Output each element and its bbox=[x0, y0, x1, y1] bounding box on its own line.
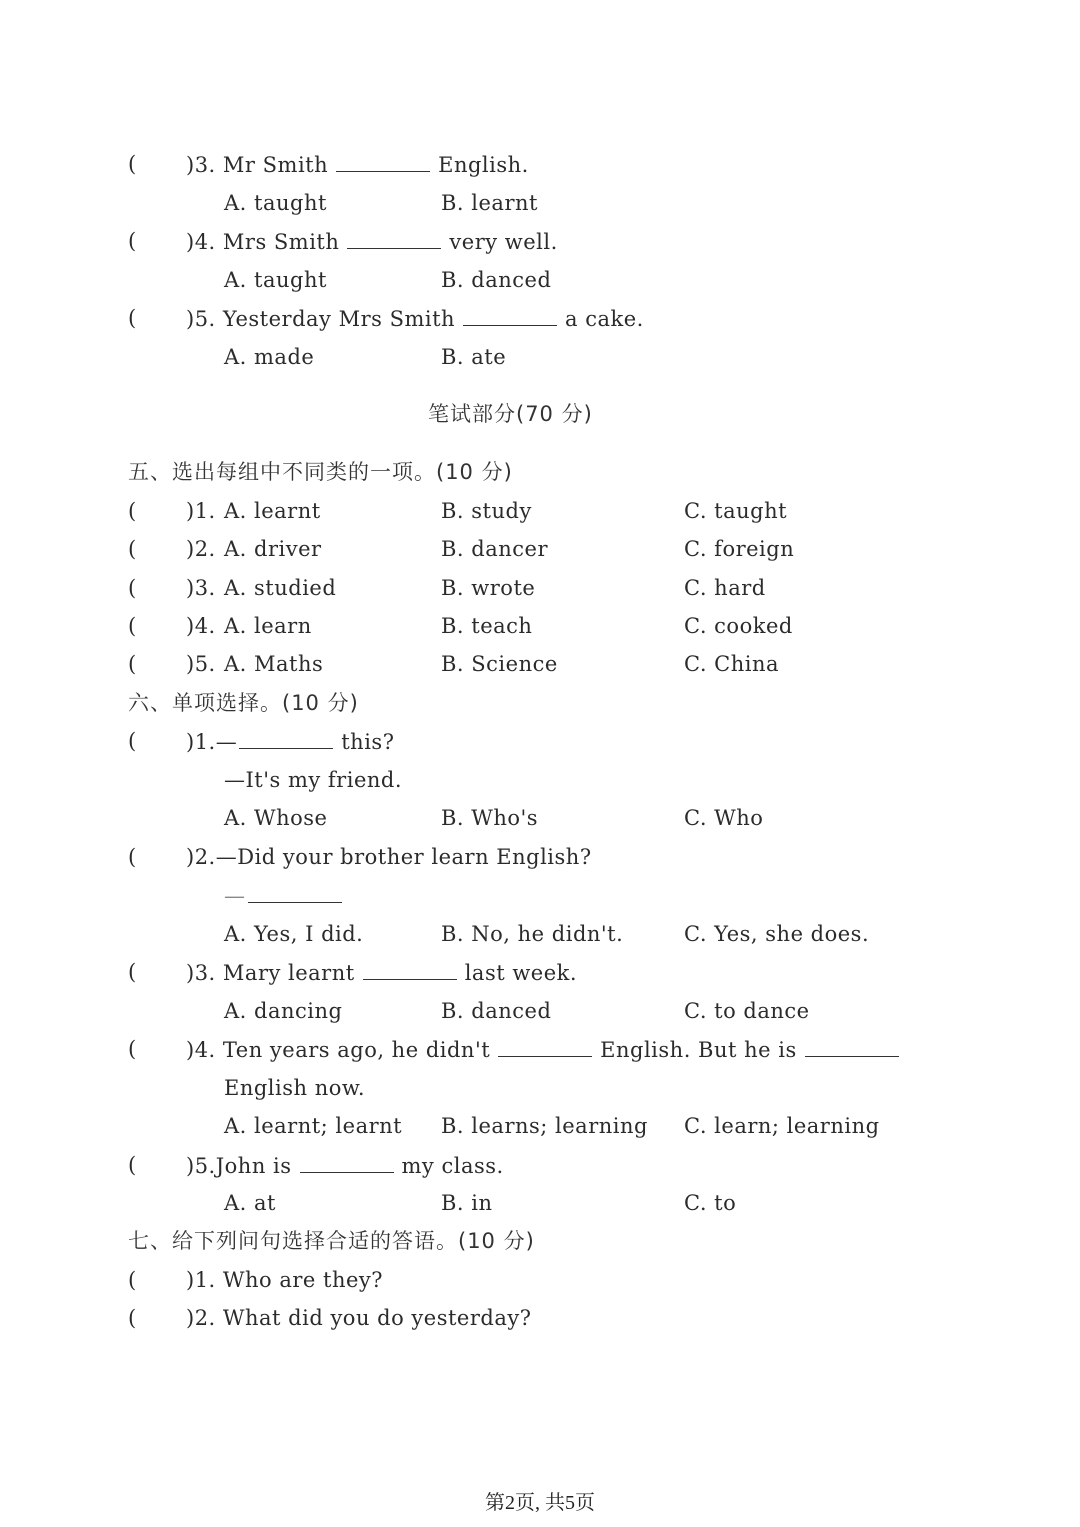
question-4 bbox=[186, 226, 558, 256]
option-a: A. taught bbox=[224, 268, 327, 292]
question-number: )5. bbox=[186, 307, 216, 331]
answer-paren: ( bbox=[128, 729, 137, 753]
section-5-title: 五、选出每组中不同类的一项。(10 分) bbox=[128, 460, 513, 484]
question-number: )2. bbox=[186, 1306, 216, 1330]
option-b: B. No, he didn't. bbox=[441, 922, 624, 946]
question-number: )3. bbox=[186, 576, 216, 600]
option-c: C. Yes, she does. bbox=[684, 922, 870, 946]
question-3 bbox=[186, 957, 577, 987]
answer-blank[interactable] bbox=[336, 149, 430, 172]
option-a: A. made bbox=[224, 345, 315, 369]
answer-blank[interactable] bbox=[300, 1150, 394, 1173]
answer-paren: ( bbox=[128, 1268, 137, 1292]
question-5 bbox=[186, 1150, 504, 1180]
section-7-title: 七、给下列问句选择合适的答语。(10 分) bbox=[128, 1229, 535, 1253]
question-text: Mr Smith bbox=[222, 153, 329, 177]
answer-blank[interactable] bbox=[248, 880, 342, 903]
question-text: a cake. bbox=[565, 307, 644, 331]
question-text: —Did your brother learn English? bbox=[215, 845, 592, 869]
option-b: B. Science bbox=[441, 652, 558, 676]
option-a: A. driver bbox=[224, 537, 322, 561]
question-text: John is bbox=[215, 1154, 292, 1178]
option-c: C. to bbox=[684, 1191, 737, 1215]
option-b: B. teach bbox=[441, 614, 533, 638]
option-c: C. cooked bbox=[684, 614, 793, 638]
question-number: )1. bbox=[186, 730, 216, 754]
question-text: very well. bbox=[449, 230, 558, 254]
answer-blank[interactable] bbox=[363, 957, 457, 980]
answer-paren: ( bbox=[128, 1037, 137, 1061]
question-2 bbox=[186, 842, 592, 872]
option-a: A. studied bbox=[224, 576, 337, 600]
option-a: A. Yes, I did. bbox=[224, 922, 364, 946]
option-b: B. Who's bbox=[441, 806, 539, 830]
question-number: )1. bbox=[186, 499, 216, 523]
answer-paren: ( bbox=[128, 1306, 137, 1330]
question-text: Mrs Smith bbox=[222, 230, 340, 254]
answer-paren: ( bbox=[128, 152, 137, 176]
option-b: B. danced bbox=[441, 268, 552, 292]
option-a: A. Maths bbox=[224, 652, 324, 676]
option-c: C. to dance bbox=[684, 999, 810, 1023]
question-text: this? bbox=[341, 730, 395, 754]
question-number: )1. bbox=[186, 1268, 216, 1292]
question-5 bbox=[186, 303, 644, 333]
dash: — bbox=[224, 884, 246, 908]
option-b: B. wrote bbox=[441, 576, 536, 600]
question-number: )2. bbox=[186, 845, 216, 869]
answer-paren: ( bbox=[128, 537, 137, 561]
question-4 bbox=[186, 1034, 907, 1064]
question-3 bbox=[186, 149, 529, 179]
question-text: my class. bbox=[401, 1154, 504, 1178]
answer-paren: ( bbox=[128, 229, 137, 253]
option-a: A. learn bbox=[224, 614, 312, 638]
option-a: A. learnt bbox=[224, 499, 321, 523]
answer-blank[interactable] bbox=[498, 1034, 592, 1057]
answer-line: —It's my friend. bbox=[224, 768, 403, 792]
option-b: B. in bbox=[441, 1191, 493, 1215]
question-text: Yesterday Mrs Smith bbox=[222, 307, 456, 331]
answer-blank[interactable] bbox=[239, 726, 333, 749]
option-b: B. ate bbox=[441, 345, 507, 369]
option-c: C. foreign bbox=[684, 537, 795, 561]
answer-paren: ( bbox=[128, 306, 137, 330]
option-a: A. taught bbox=[224, 191, 327, 215]
option-c: C. Who bbox=[684, 806, 764, 830]
question-number: )4. bbox=[186, 614, 216, 638]
option-b: B. learnt bbox=[441, 191, 538, 215]
question-text: Mary learnt bbox=[222, 961, 355, 985]
option-b: B. learns; learning bbox=[441, 1114, 648, 1138]
question-1 bbox=[186, 1265, 383, 1295]
option-b: B. study bbox=[441, 499, 532, 523]
question-2 bbox=[186, 1303, 531, 1333]
page-footer: 第2页, 共5页 bbox=[485, 1492, 595, 1514]
answer-paren: ( bbox=[128, 499, 137, 523]
answer-paren: ( bbox=[128, 614, 137, 638]
option-a: A. learnt; learnt bbox=[224, 1114, 403, 1138]
option-a: A. at bbox=[224, 1191, 276, 1215]
question-text: last week. bbox=[464, 961, 578, 985]
answer-line bbox=[224, 880, 350, 910]
option-a: A. dancing bbox=[224, 999, 343, 1023]
option-c: C. taught bbox=[684, 499, 788, 523]
answer-blank[interactable] bbox=[805, 1034, 899, 1057]
question-text: English. bbox=[438, 153, 529, 177]
question-number: )3. bbox=[186, 153, 216, 177]
answer-paren: ( bbox=[128, 845, 137, 869]
option-c: C. China bbox=[684, 652, 780, 676]
question-text: What did you do yesterday? bbox=[222, 1306, 532, 1330]
question-number: )2. bbox=[186, 537, 216, 561]
option-c: C. hard bbox=[684, 576, 766, 600]
question-number: )3. bbox=[186, 961, 216, 985]
answer-paren: ( bbox=[128, 652, 137, 676]
question-text: Ten years ago, he didn't bbox=[222, 1038, 491, 1062]
answer-paren: ( bbox=[128, 576, 137, 600]
dash: — bbox=[215, 730, 238, 754]
question-1 bbox=[186, 726, 394, 756]
option-b: B. danced bbox=[441, 999, 552, 1023]
answer-blank[interactable] bbox=[347, 226, 441, 249]
answer-paren: ( bbox=[128, 960, 137, 984]
section-6-title: 六、单项选择。(10 分) bbox=[128, 691, 359, 715]
option-b: B. dancer bbox=[441, 537, 548, 561]
question-number: )5. bbox=[186, 1154, 216, 1178]
question-number: )5. bbox=[186, 652, 216, 676]
answer-paren: ( bbox=[128, 1153, 137, 1177]
answer-blank[interactable] bbox=[463, 303, 557, 326]
written-part-title: 笔试部分(70 分) bbox=[428, 402, 593, 426]
option-a: A. Whose bbox=[224, 806, 328, 830]
question-text: English. But he is bbox=[600, 1038, 797, 1062]
question-text-continued: English now. bbox=[224, 1076, 366, 1100]
question-number: )4. bbox=[186, 230, 216, 254]
question-text: Who are they? bbox=[222, 1268, 384, 1292]
question-number: )4. bbox=[186, 1038, 216, 1062]
option-c: C. learn; learning bbox=[684, 1114, 880, 1138]
